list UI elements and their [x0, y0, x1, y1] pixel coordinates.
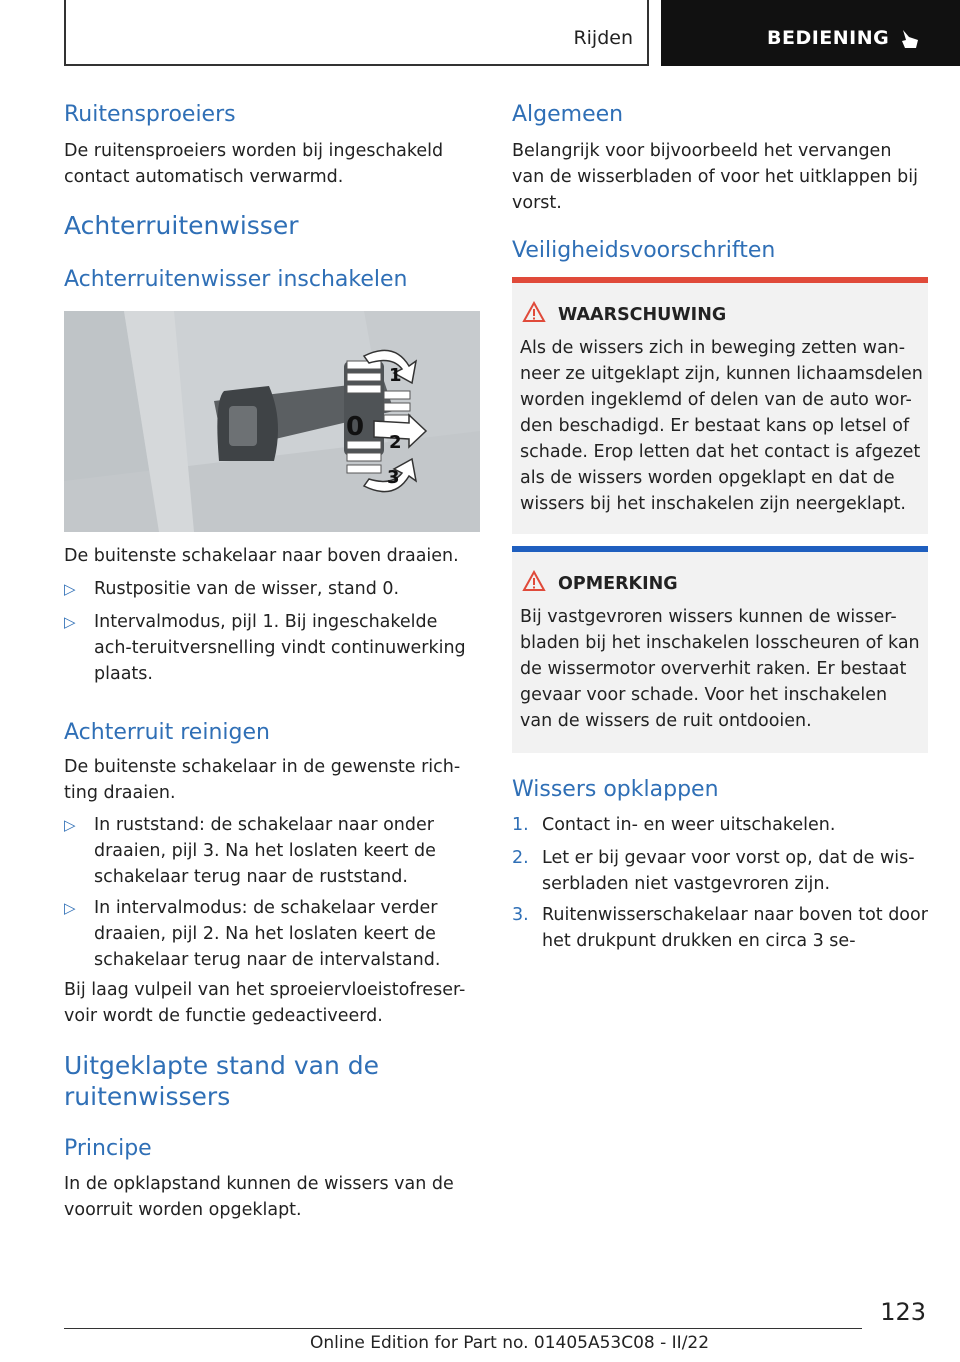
heading-principe: Principe: [64, 1136, 152, 1161]
wiper-stalk-drawing: [64, 311, 480, 532]
bullet-marker: ▷: [64, 816, 76, 834]
heading-ruitensproeiers: Ruitensproeiers: [64, 102, 236, 127]
heading-algemeen: Algemeen: [512, 102, 624, 127]
page-number: 123: [880, 1298, 926, 1326]
paragraph-ruitensproeiers: De ruitensproeiers worden bij ingeschakeld contact automatisch verwarmd.: [64, 141, 444, 187]
warning-triangle-icon: [522, 301, 546, 323]
bullet-marker: ▷: [64, 613, 76, 631]
list-item: ▷ Rustpositie van de wisser, stand 0.: [64, 576, 480, 602]
heading-veiligheidsvoorschriften: Veiligheidsvoorschriften: [512, 238, 776, 263]
paragraph-buitenste-schakelaar: De buitenste schakelaar naar boven draaien.: [64, 546, 459, 566]
warning-text: Als de wissers zich in beweging zetten wan-neer ze uitgeklapt zijn, kunnen lichaamsdelen worden ingeklemd of delen van de auto wor-den beschadigd. Er bestaat kans op letsel of schade. Erop letten dat het contact is afgezet als de wissers worden opgeklapt en dat de wissers bij het inschakelen zijn neergeklapt.: [520, 338, 923, 514]
list-item: ▷ In intervalmodus: de schakelaar verder draaien, pijl 2. Na het loslaten keert de schakelaar terug naar de intervalstand.: [64, 895, 480, 973]
figure-label-0: 0: [346, 412, 365, 442]
paragraph-principe: In de opklapstand kunnen de wissers van de voorruit worden opgeklapt.: [64, 1174, 454, 1220]
figure-label-2: 2: [389, 432, 402, 453]
warning-box: [512, 277, 928, 534]
note-box: [512, 546, 928, 753]
list-item: 1. Contact in- en weer uitschakelen.: [512, 812, 928, 838]
footer-divider: [64, 1328, 862, 1329]
note-title: OPMERKING: [558, 574, 678, 594]
warning-bar: [512, 277, 928, 283]
figure-label-3: 3: [387, 467, 400, 488]
heading-achterruitenwisser: Achterruitenwisser: [64, 211, 299, 240]
step-number: 1.: [512, 815, 529, 835]
heading-achterruitenwisser-inschakelen: Achterruitenwisser inschakelen: [64, 267, 408, 292]
warning-title: WAARSCHUWING: [558, 305, 727, 325]
warning-triangle-icon: [522, 570, 546, 592]
header-section-tab: [64, 0, 649, 66]
step-number: 2.: [512, 848, 529, 868]
heading-uitgeklapte-stand: Uitgeklapte stand van de ruitenwissers: [64, 1051, 380, 1111]
step-number: 3.: [512, 905, 529, 925]
note-text: Bij vastgevroren wissers kunnen de wisser-bladen bij het inschakelen losscheuren of kan de wissermotor oververhit raken. Er bestaat gevaar voor schade. Voor het inschakelen van de wissers de ruit ontdooien.: [520, 607, 920, 731]
list-item: ▷ In ruststand: de schakelaar naar onder draaien, pijl 3. Na het loslaten keert de schakelaar terug naar de ruststand.: [64, 812, 480, 890]
header-chapter-title: BEDIENING: [767, 27, 890, 49]
paragraph-vulpeil: Bij laag vulpeil van het sproeiervloeistofreser-voir wordt de functie gedeactiveerd.: [64, 980, 466, 1026]
header-chapter-tab: [661, 0, 960, 66]
wiper-stalk-illustration: [64, 311, 480, 532]
bullet-marker: ▷: [64, 899, 76, 917]
heading-wissers-opklappen: Wissers opklappen: [512, 777, 719, 802]
bullet-marker: ▷: [64, 580, 76, 598]
footer-edition: Online Edition for Part no. 01405A53C08 - II/22: [310, 1333, 710, 1353]
list-item: 2. Let er bij gevaar voor vorst op, dat de wis-serbladen niet vastgevroren zijn.: [512, 845, 928, 897]
hand-pointer-icon: [897, 28, 921, 52]
paragraph-reinigen: De buitenste schakelaar in de gewenste rich-ting draaien.: [64, 757, 461, 803]
figure-label-1: 1: [389, 365, 402, 386]
header-section-title: Rijden: [573, 27, 633, 49]
list-item: ▷ Intervalmodus, pijl 1. Bij ingeschakelde ach-teruitversnelling vindt continuwerking plaats.: [64, 609, 480, 687]
list-item: 3. Ruitenwisserschakelaar naar boven tot door het drukpunt drukken en circa 3 se-: [512, 902, 928, 954]
note-bar: [512, 546, 928, 552]
heading-achterruit-reinigen: Achterruit reinigen: [64, 720, 270, 745]
paragraph-algemeen: Belangrijk voor bijvoorbeeld het vervangen van de wisserbladen of voor het uitklappen bij vorst.: [512, 141, 919, 213]
